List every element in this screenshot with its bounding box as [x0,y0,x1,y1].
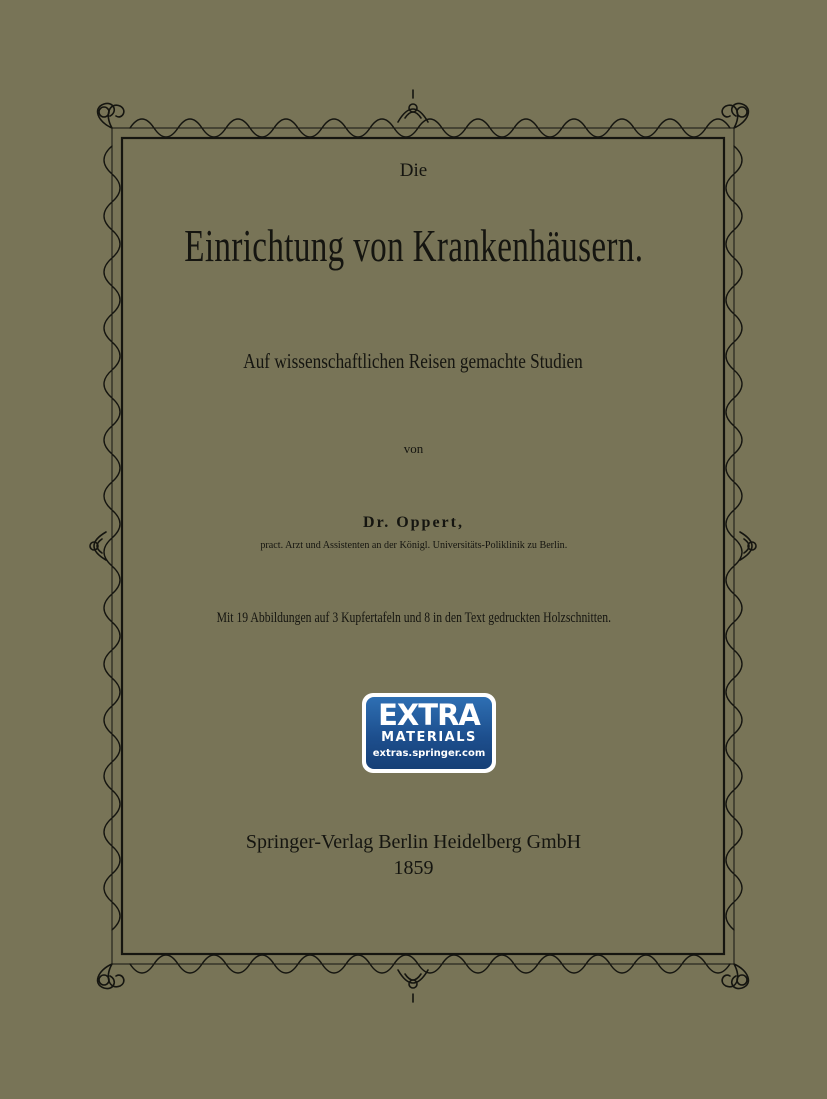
book-title [0,219,827,272]
author-affiliation-text: pract. Arzt und Assistenten an der Königl. Universitäts-Poliklinik zu Berlin. [260,539,567,551]
by-line: von [403,441,424,456]
badge-extra-label: EXTRA [378,698,480,732]
illustrations-note [0,610,827,627]
publisher: Springer-Verlag Berlin Heidelberg GmbH [245,831,582,853]
book-subtitle-text: Auf wissenschaftlichen Reisen gemachte Studien [243,349,584,373]
illustrations-note-text: Mit 19 Abbildungen auf 3 Kupfertafeln und 8 in den Text gedruckten Holzschnitten. [216,610,611,626]
extra-materials-badge[interactable] [362,693,496,773]
author-name: Dr. Oppert, [363,514,464,531]
book-title-text: Einrichtung von Krankenhäusern. [183,220,644,271]
author-affiliation [0,539,827,551]
badge-url-link[interactable]: extras.springer.com [372,748,486,759]
badge-materials-label: MATERIALS [381,730,477,745]
publication-year: 1859 [393,857,434,879]
book-subtitle [0,349,827,374]
title-article: Die [399,160,428,181]
extra-materials-badge-body [366,697,492,769]
